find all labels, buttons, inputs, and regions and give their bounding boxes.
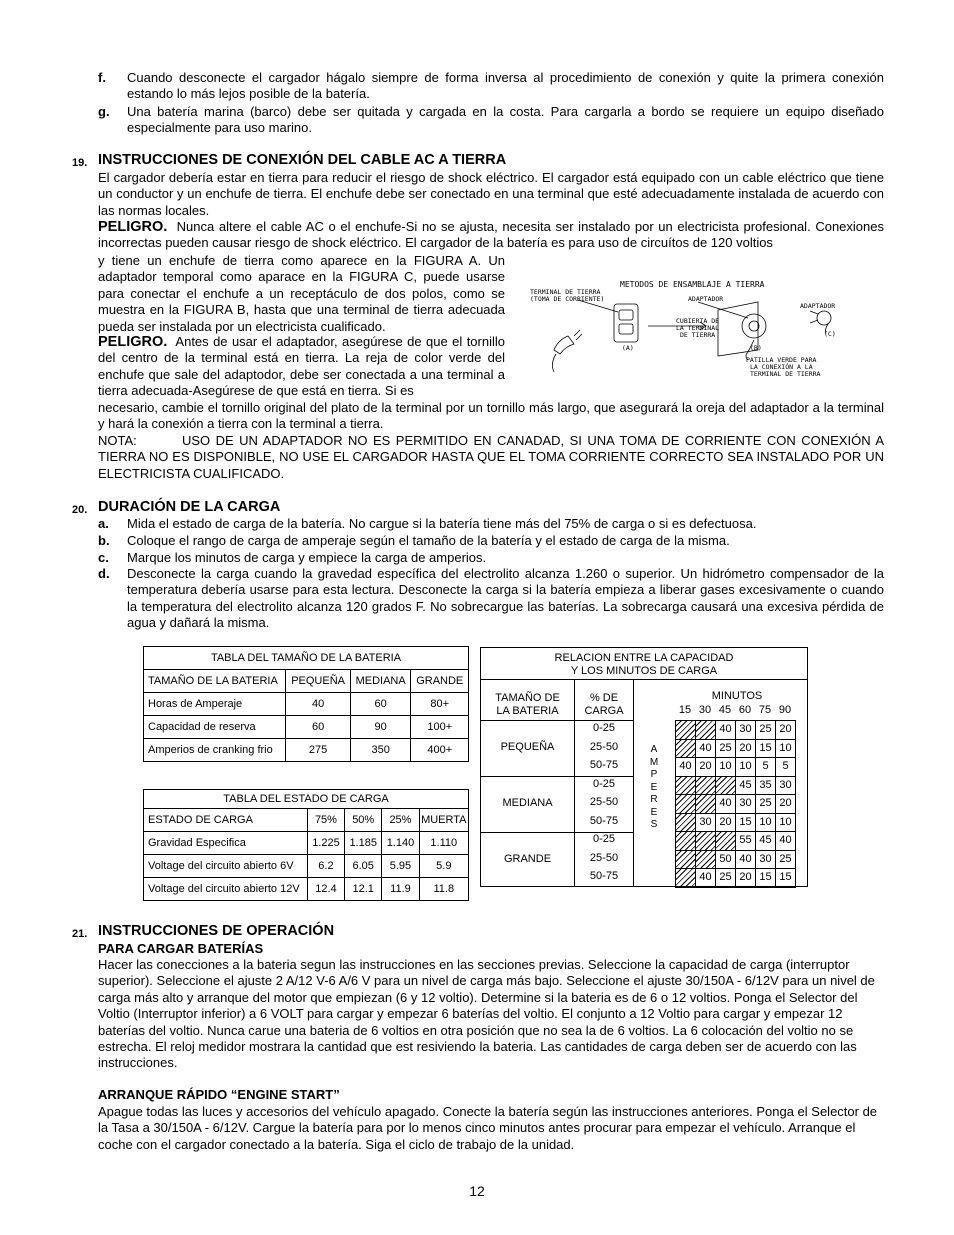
section-paragraph: necesario, cambie el tornillo original del plato de la terminal por un tornillo más largo, que asegurará la oreja del adaptador a la terminal y hará la conexión a tierra con la terminal a tierra. bbox=[98, 400, 884, 432]
table-cell: 1.185 bbox=[345, 832, 382, 855]
section-title: DURACIÓN DE LA CARGA bbox=[98, 499, 281, 515]
value-cell: 20 bbox=[775, 720, 796, 740]
value-cell: 20 bbox=[775, 794, 796, 814]
value-cell: 40 bbox=[715, 794, 736, 814]
table-cell: 40 bbox=[286, 693, 350, 716]
warning-label: PELIGRO. bbox=[98, 219, 168, 235]
value-cell: 15 bbox=[735, 813, 756, 833]
value-cell: 5 bbox=[775, 757, 796, 777]
figure-label: ADAPTADOR bbox=[688, 295, 724, 303]
item-text: Coloque el rango de carga de amperaje según el tamaño de la batería y el estado de carga de la misma. bbox=[127, 533, 730, 548]
item-label: d. bbox=[98, 566, 110, 581]
percent-cell: 50-75 bbox=[589, 814, 619, 827]
amperes-letter: S bbox=[650, 819, 658, 830]
table-cell: 275 bbox=[286, 739, 350, 762]
figure-label: TERMINAL DE TIERRA bbox=[530, 288, 601, 296]
table-header: MEDIANA bbox=[350, 670, 411, 693]
table-row bbox=[144, 739, 469, 762]
minute-label: 75 bbox=[758, 704, 772, 716]
item-label: c. bbox=[98, 550, 109, 565]
table-cell: 90 bbox=[350, 716, 411, 739]
hatched-cell bbox=[675, 720, 696, 740]
adaptor-c-icon bbox=[817, 311, 831, 325]
amperes-letter: E bbox=[650, 781, 658, 793]
section-number: 19. bbox=[72, 157, 88, 169]
note-label: NOTA: bbox=[98, 433, 137, 448]
plug-a-icon bbox=[554, 336, 574, 354]
item-text: Marque los minutos de carga y empiece la carga de amperios. bbox=[127, 550, 487, 565]
table-cell: 12.1 bbox=[345, 878, 382, 901]
value-cell: 10 bbox=[775, 739, 796, 759]
hatched-cell bbox=[675, 813, 696, 833]
value-cell: 20 bbox=[715, 813, 736, 833]
percent-cell: 25-50 bbox=[589, 740, 619, 753]
figure-label: LA TERMINAL bbox=[676, 324, 720, 332]
warning-text: Nunca altere el cable AC o el enchufe-Si no se ajusta, necesita ser instalado por un electricista profesional. Conexiones incorrectas pueden causar riesgo de shock eléctrico. El cargador de la batería es para uso de circuítos de 120 voltios bbox=[98, 219, 884, 251]
section-paragraph: Apague todas las luces y accesorios del vehículo apagado. Conecte la batería según las instrucciones anteriores. Ponga el Selector de la Tasa a 30/150A - 6/12V. Cargue la batería para por lo menos cinco minutos antes procurar para empezar el vehículo. Arranque el coche con el cargador conectado a la batería. Siga el ciclo de trabajo de la unidad. bbox=[98, 1104, 878, 1152]
percent-cell: 0-25 bbox=[592, 833, 616, 845]
amperes-letter: A bbox=[650, 744, 658, 755]
warning-label: PELIGRO. bbox=[98, 334, 168, 350]
table-title bbox=[481, 648, 807, 680]
table-cell: 80+ bbox=[411, 693, 469, 716]
value-cell: 15 bbox=[775, 868, 796, 888]
battery-size-table bbox=[143, 646, 469, 762]
section-title: INSTRUCCIONES DE OPERACIÓN bbox=[98, 923, 335, 939]
list-item bbox=[98, 516, 884, 532]
list-item bbox=[98, 566, 884, 632]
figure-label: DE TIERRA bbox=[680, 331, 716, 339]
size-small: PEQUEÑA bbox=[500, 741, 555, 753]
table-cell: 6.05 bbox=[345, 855, 382, 878]
header-line: LA BATERIA bbox=[496, 705, 559, 717]
table-title: TABLA DEL ESTADO DE CARGA bbox=[144, 790, 469, 809]
item-label: g. bbox=[98, 104, 110, 119]
table-title-line: RELACION ENTRE LA CAPACIDAD bbox=[554, 652, 734, 664]
value-cell: 20 bbox=[735, 868, 756, 888]
table-cell: 5.9 bbox=[419, 855, 468, 878]
size-large: GRANDE bbox=[503, 853, 552, 865]
hatched-cell bbox=[695, 794, 716, 814]
hatched-cell bbox=[695, 831, 716, 851]
size-medium: MEDIANA bbox=[502, 797, 553, 809]
value-cell: 30 bbox=[755, 850, 776, 870]
minute-label: 45 bbox=[718, 704, 732, 716]
table-cell: 11.8 bbox=[419, 878, 468, 901]
amperes-letter: R bbox=[650, 794, 658, 805]
value-cell: 5 bbox=[755, 757, 776, 777]
hatched-cell bbox=[695, 720, 716, 740]
amperes-letter: E bbox=[650, 806, 658, 818]
table-cell: 100+ bbox=[411, 716, 469, 739]
minute-label: 60 bbox=[738, 704, 752, 716]
hatched-cell bbox=[675, 868, 696, 888]
value-cell: 40 bbox=[675, 757, 696, 777]
item-label: b. bbox=[98, 533, 110, 548]
header-line: CARGA bbox=[584, 705, 624, 717]
warning-text: Antes de usar el adaptador, asegúrese de que el tornillo del centro de la terminal está en tierra. La reja de color verde del enchufe que sale del adaptodor, debe ser conectada a una terminal a tierra adecuada-Asegúrese de que está en tierra. Si es bbox=[98, 334, 505, 399]
value-cell: 50 bbox=[715, 850, 736, 870]
warning-paragraph bbox=[98, 219, 884, 252]
header-line: % DE bbox=[589, 692, 619, 704]
table-cell: 11.9 bbox=[382, 878, 419, 901]
subsection-title: PARA CARGAR BATERÍAS bbox=[98, 941, 264, 956]
figure-label: CUBIERTA DE bbox=[676, 317, 720, 325]
minutes-header: MINUTOS bbox=[711, 690, 763, 702]
value-cell: 30 bbox=[775, 776, 796, 796]
figure-title: METODOS DE ENSAMBLAJE A TIERRA bbox=[620, 280, 765, 289]
minute-label: 30 bbox=[698, 704, 712, 716]
table-cell: 1.225 bbox=[307, 832, 344, 855]
item-label: a. bbox=[98, 516, 109, 531]
value-cell: 25 bbox=[755, 720, 776, 740]
value-cell: 30 bbox=[735, 794, 756, 814]
figure-label: (C) bbox=[824, 330, 836, 338]
size-header bbox=[481, 692, 574, 718]
figure-label: ADAPTADOR bbox=[800, 302, 836, 310]
section-paragraph: El cargador debería estar en tierra para reducir el riesgo de shock eléctrico. El cargador está equipado con un cable eléctrico que tiene un conductor y un enchufe de tierra. El enchufe debe ser conectado en una terminal que esté adecuadamente instalada de acuerdo con las normas locales. bbox=[98, 170, 884, 218]
minute-label: 90 bbox=[778, 704, 792, 716]
amperes-letter: P bbox=[650, 769, 658, 780]
value-cell: 40 bbox=[775, 831, 796, 851]
item-text: Desconecte la carga cuando la gravedad específica del electrolito alcanza 1.260 o superior. Un hidrómetro compensador de la temperatura debería usarse para esta lectura. Desconecte la carga si la batería empieza a liberar gases excesivamente o cuando la temperatura del electrolito alcanza 120 grados F. No sobrecargue las baterías. La sobrecarga causará una excesiva pérdida de agua y dañará la misma. bbox=[127, 566, 884, 631]
item-label: f. bbox=[98, 70, 106, 85]
value-cell: 40 bbox=[695, 739, 716, 759]
value-cell: 45 bbox=[735, 776, 756, 796]
minute-label: 15 bbox=[678, 704, 692, 716]
percent-header bbox=[575, 692, 633, 718]
value-cell: 45 bbox=[755, 831, 776, 851]
hatched-cell bbox=[675, 850, 696, 870]
item-f bbox=[98, 70, 884, 103]
table-header-row bbox=[144, 809, 469, 832]
item-text: Cuando desconecte el cargador hágalo siempre de forma inversa al procedimiento de conexión y quite la primera conexión estando lo más lejos posible de la batería. bbox=[127, 70, 884, 102]
table-cell: 6.2 bbox=[307, 855, 344, 878]
value-cell: 25 bbox=[755, 794, 776, 814]
percent-cell: 0-25 bbox=[592, 722, 616, 734]
list-item bbox=[98, 550, 884, 566]
note-paragraph bbox=[98, 433, 884, 482]
note-text: USO DE UN ADAPTADOR NO ES PERMITIDO EN CANADAD, SI UNA TOMA DE CORRIENTE CON CONEXIÓN A TIERRA NO ES DISPONIBLE, NO USE EL CARGADOR HASTA QUE EL TOMA CORRIENTE CORRECTO SEA INSTALADO POR UN ELECTRICISTA CUALIFICADO. bbox=[98, 433, 884, 481]
value-cell: 40 bbox=[695, 868, 716, 888]
table-title: TABLA DEL TAMAÑO DE LA BATERIA bbox=[144, 647, 469, 670]
value-cell: 55 bbox=[735, 831, 756, 851]
item-g bbox=[98, 104, 884, 137]
value-cell: 10 bbox=[715, 757, 736, 777]
table-cell: 1.140 bbox=[382, 832, 419, 855]
value-cell: 30 bbox=[695, 813, 716, 833]
value-cell: 10 bbox=[735, 757, 756, 777]
grounding-methods-figure bbox=[528, 270, 848, 382]
value-cell: 25 bbox=[775, 850, 796, 870]
table-cell: 60 bbox=[350, 693, 411, 716]
charge-state-table bbox=[143, 789, 469, 901]
value-cell: 25 bbox=[715, 739, 736, 759]
table-header: ESTADO DE CARGA bbox=[144, 809, 308, 832]
hatched-cell bbox=[695, 850, 716, 870]
value-cell: 40 bbox=[715, 720, 736, 740]
table-cell: 60 bbox=[286, 716, 350, 739]
figure-label: (B) bbox=[750, 344, 762, 352]
table-row bbox=[144, 693, 469, 716]
percent-cell: 0-25 bbox=[592, 777, 616, 790]
value-cell: 20 bbox=[695, 757, 716, 777]
table-row bbox=[144, 832, 469, 855]
amperes-letter: M bbox=[649, 756, 659, 768]
table-header: 75% bbox=[307, 809, 344, 832]
table-row bbox=[144, 878, 469, 901]
value-cell: 10 bbox=[755, 813, 776, 833]
value-cell: 10 bbox=[775, 813, 796, 833]
table-cell: Amperios de cranking frio bbox=[144, 739, 286, 762]
value-cell: 25 bbox=[715, 868, 736, 888]
figure-label: (A) bbox=[622, 344, 634, 352]
table-cell: 1.110 bbox=[419, 832, 468, 855]
figure-label: TERMINAL DE TIERRA bbox=[750, 370, 821, 378]
hatched-cell bbox=[675, 831, 696, 851]
hatched-cell bbox=[695, 776, 716, 796]
section-paragraph: y tiene un enchufe de tierra como aparece en la FIGURA A. Un adaptador temporal como aparace en la FIGURA C, puede usarse para conectar el enchufe a un receptáculo de dos polos, como se muestra en la FIGURA B, hasta que una terminal de tierra adecuada pueda ser instalada por un electricista cualificado. bbox=[98, 253, 505, 334]
header-line: TAMAÑO DE bbox=[495, 692, 560, 704]
table-header: TAMAÑO DE LA BATERIA bbox=[144, 670, 286, 693]
table-header: MUERTA bbox=[419, 809, 468, 832]
table-header: 50% bbox=[345, 809, 382, 832]
hatched-cell bbox=[675, 776, 696, 796]
figure-label: PATILLA VERDE PARA bbox=[746, 356, 817, 364]
item-text: Mida el estado de carga de la batería. No cargue si la batería tiene más del 75% de carga o si es defectuosa. bbox=[127, 516, 757, 531]
table-cell: 5.95 bbox=[382, 855, 419, 878]
subsection-title: ARRANQUE RÁPIDO “ENGINE START” bbox=[98, 1087, 340, 1102]
section-number: 20. bbox=[72, 504, 88, 516]
table-header: PEQUEÑA bbox=[286, 670, 350, 693]
figure-label: LA CONEXIÓN A LA bbox=[750, 363, 813, 371]
capacity-minutes-table bbox=[480, 647, 808, 887]
table-cell: 12.4 bbox=[307, 878, 344, 901]
warning-paragraph bbox=[98, 334, 505, 400]
item-text: Una batería marina (barco) debe ser quitada y cargada en la costa. Para cargarla a bordo se requiere un equipo diseñado especialmente para uso marino. bbox=[127, 104, 884, 136]
percent-cell: 25-50 bbox=[589, 796, 619, 808]
value-cell: 15 bbox=[755, 868, 776, 888]
value-cell: 20 bbox=[735, 739, 756, 759]
list-item bbox=[98, 533, 884, 549]
figure-label: (TOMA DE CORRIENTE) bbox=[530, 295, 605, 303]
table-cell: 400+ bbox=[411, 739, 469, 762]
table-header-row bbox=[144, 670, 469, 693]
table-header: GRANDE bbox=[411, 670, 469, 693]
table-cell: Horas de Amperaje bbox=[144, 693, 286, 716]
minutes-labels bbox=[675, 704, 795, 718]
table-row bbox=[144, 716, 469, 739]
hatched-cell bbox=[675, 739, 696, 759]
section-number: 21. bbox=[72, 928, 88, 940]
section-title: INSTRUCCIONES DE CONEXIÓN DEL CABLE AC A TIERRA bbox=[98, 152, 507, 168]
percent-cell: 50-75 bbox=[589, 759, 619, 771]
hatched-cell bbox=[715, 776, 736, 796]
percent-cell: 50-75 bbox=[589, 870, 619, 882]
section-paragraph: Hacer las conecciones a la bateria segun las instrucciones en las secciones previas. Seleccione la capacidad de carga (interruptor superior). Seleccione el ajuste 2 A/12 V-6 A/6 V para un nivel de carga más bajo. Seleccione el ajuste 30/150A - 6/12V para un nivel de carga más alto y arranque del motor que empiezan (6 y 12 voltio). Determine si la bateria es de 6 o 12 voltios. Ponga el Selector del Voltio (Interruptor inferior) a 6 VOLT para cargar y empezar 6 baterías del voltio. El conjunto a 12 Voltio para cargar y empezar 12 baterías del voltio. Nunca carue una bateria de 6 voltios en otra posición que no sea la de 6 voltios. La 6 colocación del voltio no se estrecha. El reloj medidor mostrara la cantidad que est resiviendo la bateria. Las cantidades de carga deben ser de acuerdo con las instrucciones. bbox=[98, 957, 875, 1071]
hatched-cell bbox=[715, 831, 736, 851]
amperes-label bbox=[649, 744, 659, 832]
table-title-line: Y LOS MINUTOS DE CARGA bbox=[570, 665, 718, 677]
value-cell: 15 bbox=[755, 739, 776, 759]
table-cell: Voltage del circuito abierto 6V bbox=[144, 855, 308, 878]
hatched-cell bbox=[675, 794, 696, 814]
value-cell: 30 bbox=[735, 720, 756, 740]
table-cell: Gravidad Especifica bbox=[144, 832, 308, 855]
table-cell: Voltage del circuito abierto 12V bbox=[144, 878, 308, 901]
table-header: 25% bbox=[382, 809, 419, 832]
table-row bbox=[144, 855, 469, 878]
table-cell: 350 bbox=[350, 739, 411, 762]
page-number: 12 bbox=[469, 1183, 485, 1199]
value-cell: 40 bbox=[735, 850, 756, 870]
table-cell: Capacidad de reserva bbox=[144, 716, 286, 739]
percent-cell: 25-50 bbox=[589, 851, 619, 864]
value-cell: 35 bbox=[755, 776, 776, 796]
